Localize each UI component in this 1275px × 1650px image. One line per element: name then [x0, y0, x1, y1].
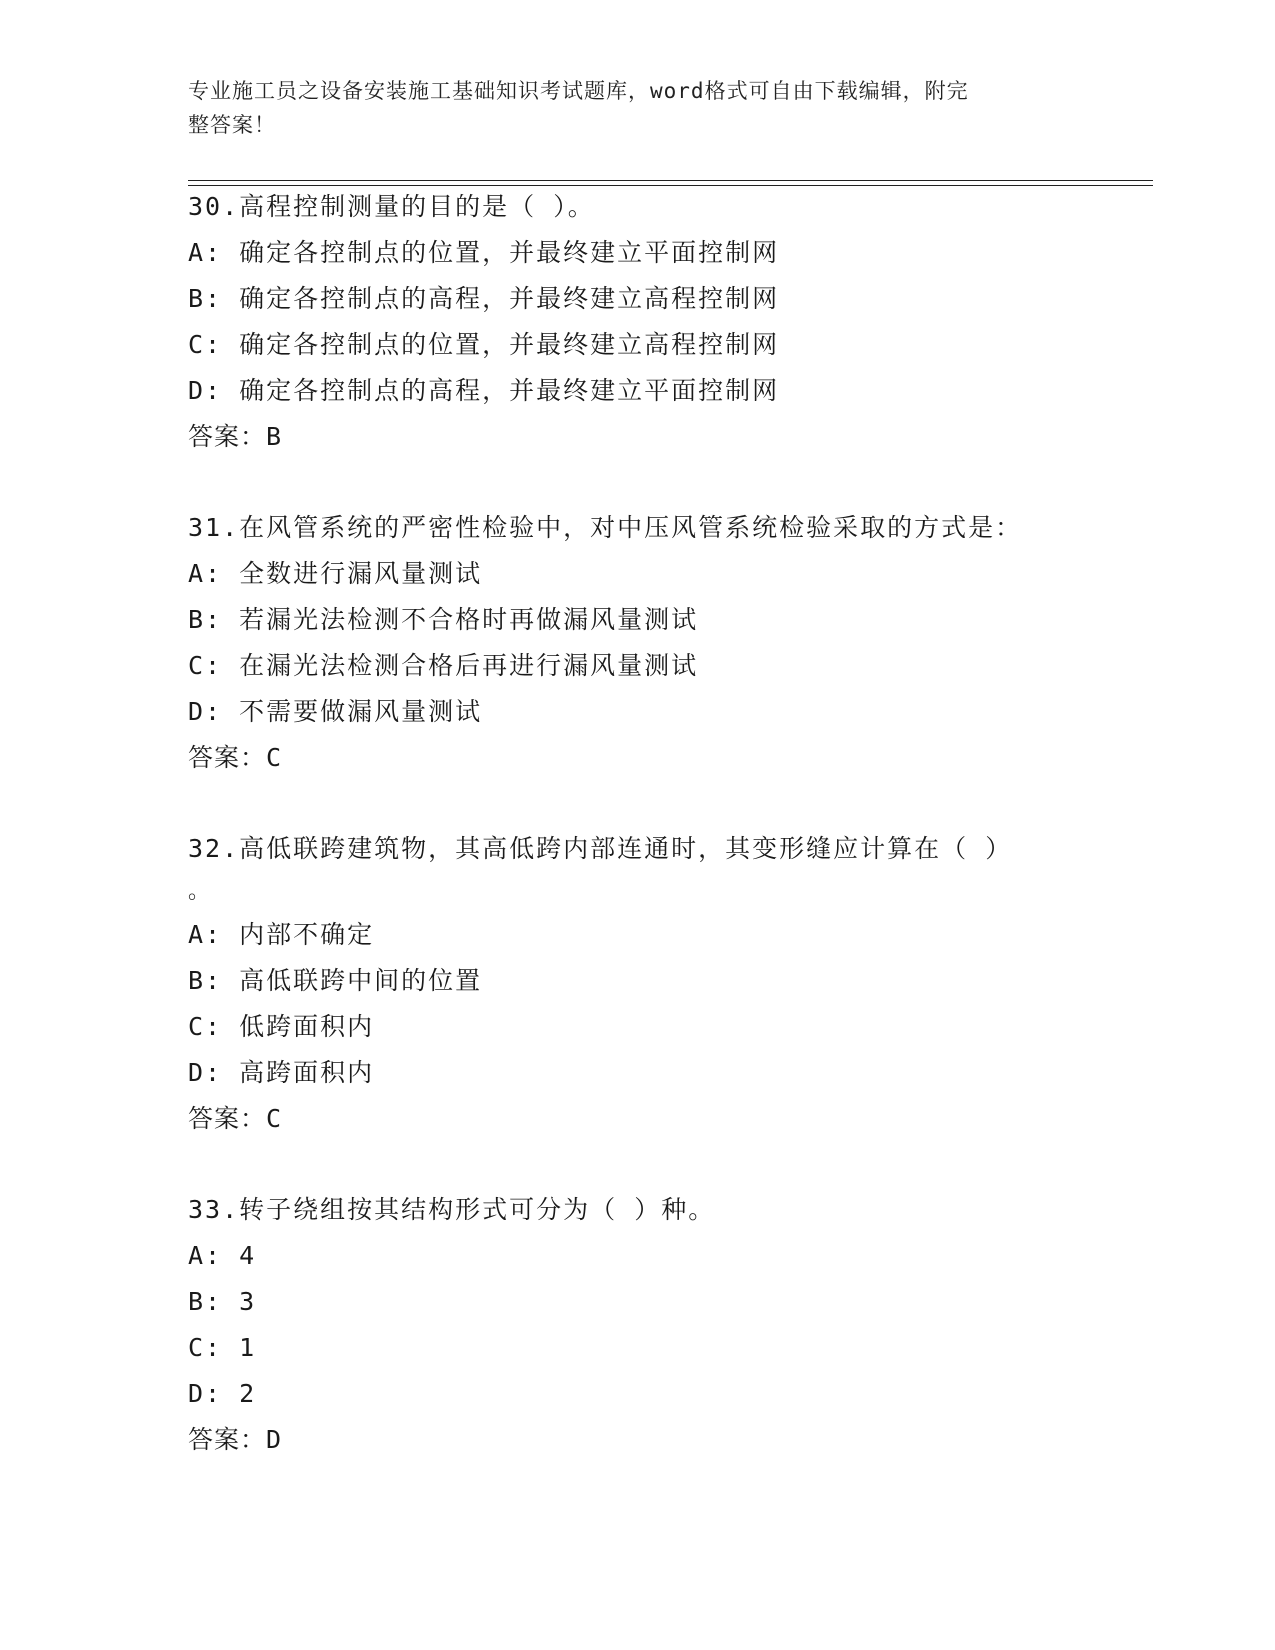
answer-line [188, 735, 1088, 781]
question-32 [188, 826, 1088, 1142]
option-d: D: 2 [188, 1379, 257, 1408]
question-30 [188, 184, 1088, 460]
header-line-2: 整答案！ [188, 113, 276, 137]
question-stem: 33.转子绕组按其结构形式可分为（ ）种。 [188, 1195, 716, 1224]
answer-value: C [266, 743, 283, 772]
answer-label: 答案： [188, 1425, 267, 1454]
question-stem-tail: 。 [188, 879, 213, 904]
answer-value: B [266, 422, 283, 451]
question-stem: 30.高程控制测量的目的是（ ）。 [188, 192, 595, 221]
option-c: C: 在漏光法检测合格后再进行漏风量测试 [188, 651, 699, 680]
option-b: B: 3 [188, 1287, 257, 1316]
question-stem: 32.高低联跨建筑物，其高低跨内部连通时，其变形缝应计算在（ ） [188, 834, 1013, 863]
option-c: C: 确定各控制点的位置，并最终建立高程控制网 [188, 330, 780, 359]
option-a: A: 内部不确定 [188, 920, 375, 949]
option-d: D: 高跨面积内 [188, 1058, 375, 1087]
option-b: B: 确定各控制点的高程，并最终建立高程控制网 [188, 284, 780, 313]
option-d: D: 确定各控制点的高程，并最终建立平面控制网 [188, 376, 780, 405]
option-b: B: 若漏光法检测不合格时再做漏风量测试 [188, 605, 699, 634]
answer-line [188, 414, 1088, 460]
option-c: C: 1 [188, 1333, 257, 1362]
answer-value: D [266, 1425, 283, 1454]
option-c: C: 低跨面积内 [188, 1012, 375, 1041]
option-b: B: 高低联跨中间的位置 [188, 966, 483, 995]
option-a: A: 4 [188, 1241, 257, 1270]
answer-label: 答案： [188, 743, 267, 772]
header-divider-top [188, 180, 1153, 181]
question-33 [188, 1187, 1088, 1463]
option-d: D: 不需要做漏风量测试 [188, 697, 483, 726]
document-header [188, 74, 1068, 142]
option-a: A: 确定各控制点的位置，并最终建立平面控制网 [188, 238, 780, 267]
answer-label: 答案： [188, 422, 267, 451]
answer-line [188, 1096, 1088, 1142]
answer-value: C [266, 1104, 283, 1133]
option-a: A: 全数进行漏风量测试 [188, 559, 483, 588]
answer-label: 答案： [188, 1104, 267, 1133]
answer-line [188, 1417, 1088, 1463]
header-line-1: 专业施工员之设备安装施工基础知识考试题库，word格式可自由下载编辑，附完 [188, 79, 969, 103]
question-stem: 31.在风管系统的严密性检验中，对中压风管系统检验采取的方式是： [188, 513, 1023, 542]
question-31 [188, 505, 1088, 781]
